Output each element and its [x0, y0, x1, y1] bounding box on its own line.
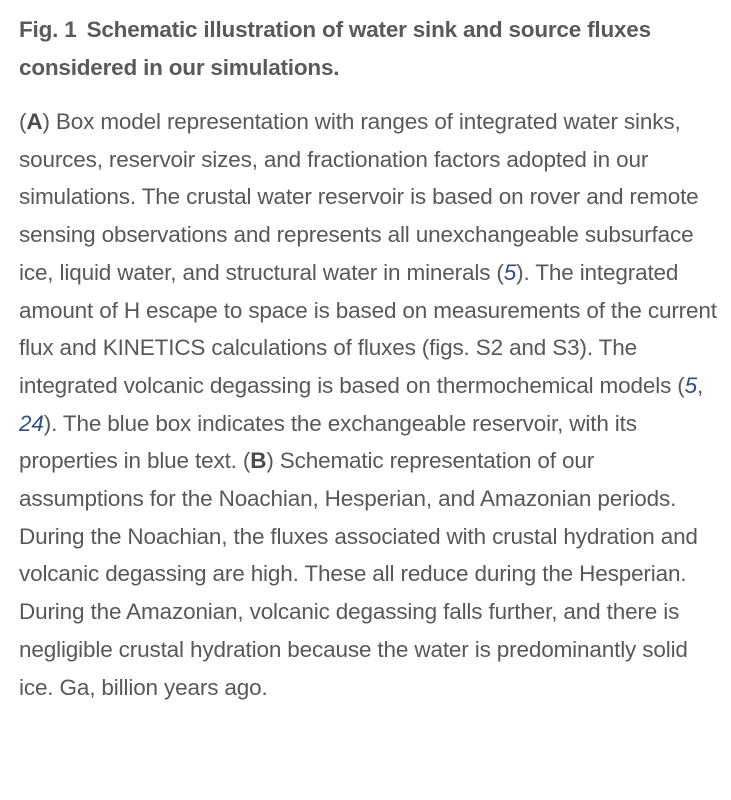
caption-segment-1: Box model representation with ranges of integrated water sinks, sources, reservoir sizes, and fractionation factors adopted in our simulations. The crustal water reservoir is based on rover and remote sensing observations and represents all unexchangeable subsurface ice, liquid water, and structural water in minerals (: [19, 109, 699, 285]
caption-segment-3: ). The blue box indicates the exchangeable reservoir, with its properties in blue text. (: [19, 410, 637, 474]
caption-segment-2: ). The integrated amount of H escape to space is based on measurements of the current flux and KINETICS calculations of fluxes (figs. S2 and S3). The integrated volcanic degassing is based on thermochemical models (: [19, 259, 717, 398]
panel-a-label: A: [26, 109, 43, 134]
figure-title: [19, 11, 719, 87]
figure-caption: [19, 11, 719, 706]
caption-body: (A) Box model representation with ranges of integrated water sinks, sources, reservoir sizes, and fractionation factors adopted in our simulations. The crustal water reservoir is based on rover and remote sensing observations and represents all unexchangeable subsurface ice, liquid water, and structural water in minerals (5). The integrated amount of H escape to space is based on measurements of the current flux and KINETICS calculations of fluxes (figs. S2 and S3). The integrated volcanic degassing is based on thermochemical models (5, 24). The blue box indicates the exchangeable reservoir, with its properties in blue text. (B) Schematic representation of our assumptions for the Noachian, Hesperian, and Amazonian periods. During the Noachian, the fluxes associated with crustal hydration and volcanic degassing are high. These all reduce during the Hesperian. During the Amazonian, volcanic degassing falls further, and there is negligible crustal hydration because the water is predominantly solid ice. Ga, billion years ago.: [19, 109, 717, 700]
reference-link-24[interactable]: 24: [19, 410, 44, 436]
reference-link-5-second[interactable]: 5: [684, 372, 697, 398]
caption-segment-4: ) Schematic representation of our assumptions for the Noachian, Hesperian, and Amazonian periods. During the Noachian, the fluxes associated with crustal hydration and volcanic degassing are high. These all reduce during the Hesperian. During the Amazonian, volcanic degassing falls further, and there is negligible crustal hydration because the water is predominantly solid ice. Ga, billion years ago.: [19, 448, 698, 700]
figure-number: Fig. 1: [19, 17, 77, 42]
reference-link-5[interactable]: 5: [503, 259, 517, 285]
figure-title-text: Schematic illustration of water sink and source fluxes considered in our simulations.: [19, 17, 651, 80]
panel-b-label: B: [250, 448, 267, 474]
reference-separator: ,: [697, 372, 704, 398]
